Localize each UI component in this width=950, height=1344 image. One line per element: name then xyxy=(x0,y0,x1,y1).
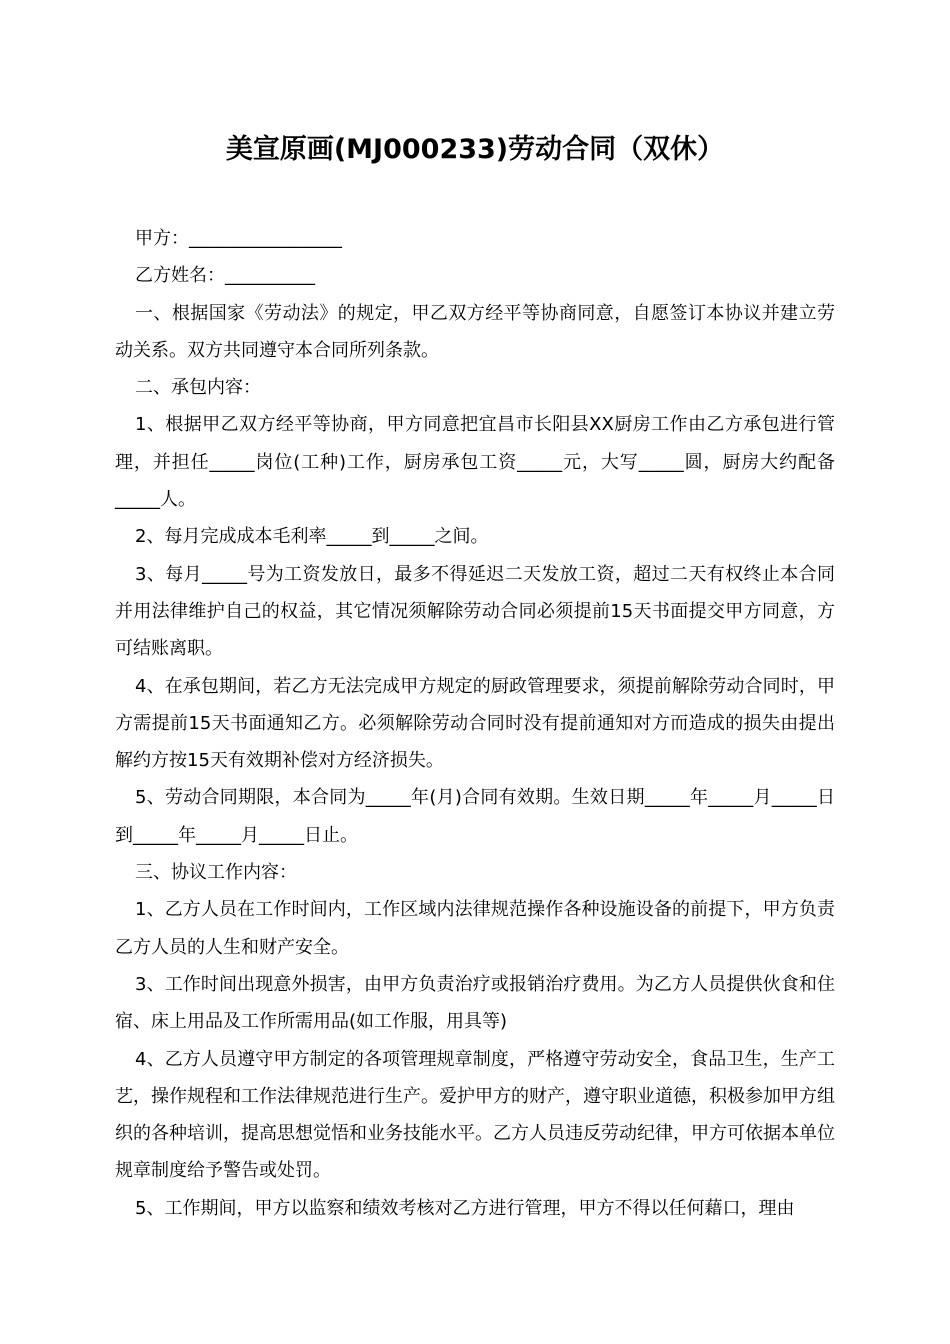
section-two-item-1: 1、根据甲乙双方经平等协商，甲方同意把宜昌市长阳县XX厨房工作由乙方承包进行管理，并担任_____岗位(工种)工作，厨房承包工资_____元，大写_____圆，厨房大约配备_____人。 xyxy=(115,414,835,511)
clause-one: 一、根据国家《劳动法》的规定，甲乙双方经平等协商同意，自愿签订本协议并建立劳动关系。双方共同遵守本合同所列条款。 xyxy=(115,302,835,361)
party-a-line: 甲方：_________________ xyxy=(135,228,342,249)
section-two-item-4: 4、在承包期间，若乙方无法完成甲方规定的厨政管理要求，须提前解除劳动合同时，甲方需提前15天书面通知乙方。必须解除劳动合同时没有提前通知对方而造成的损失由提出解约方按15天有效期补偿对方经济损失。 xyxy=(115,675,835,772)
section-three-item-4: 4、乙方人员遵守甲方制定的各项管理规章制度，严格遵守劳动安全，食品卫生，生产工艺，操作规程和工作法律规范进行生产。爱护甲方的财产，遵守职业道德，积极参加甲方组织的各种培训，提高思想觉悟和业务技能水平。乙方人员违反劳动纪律，甲方可依据本单位规章制度给予警告或处罚。 xyxy=(115,1048,835,1182)
document-title: 美宣原画(MJ000233)劳动合同（双休） xyxy=(225,134,725,165)
section-two-item-5: 5、劳动合同期限，本合同为_____年(月)合同有效期。生效日期_____年_____月_____日到_____年_____月_____日止。 xyxy=(115,787,835,846)
party-b-name-line: 乙方姓名：__________ xyxy=(135,265,315,287)
section-two-heading: 二、承包内容： xyxy=(135,377,261,399)
section-three-heading: 三、协议工作内容： xyxy=(135,862,297,884)
section-three-item-3: 3、工作时间出现意外损害，由甲方负责治疗或报销治疗费用。为乙方人员提供伙食和住宿、床上用品及工作所需用品(如工作服，用具等) xyxy=(115,973,835,1033)
document-body xyxy=(115,220,835,1227)
section-three-item-5: 5、工作期间，甲方以监察和绩效考核对乙方进行管理，甲方不得以任何藉口，理由 xyxy=(135,1197,795,1219)
section-two-item-3: 3、每月_____号为工资发放日，最多不得延迟二天发放工资，超过二天有权终止本合同并用法律维护自己的权益，其它情况须解除劳动合同必须提前15天书面提交甲方同意，方可结账离职。 xyxy=(115,563,835,660)
section-three-item-1: 1、乙方人员在工作时间内，工作区域内法律规范操作各种设施设备的前提下，甲方负责乙方人员的人生和财产安全。 xyxy=(115,899,835,958)
section-two-item-2: 2、每月完成成本毛利率_____到_____之间。 xyxy=(135,526,489,548)
